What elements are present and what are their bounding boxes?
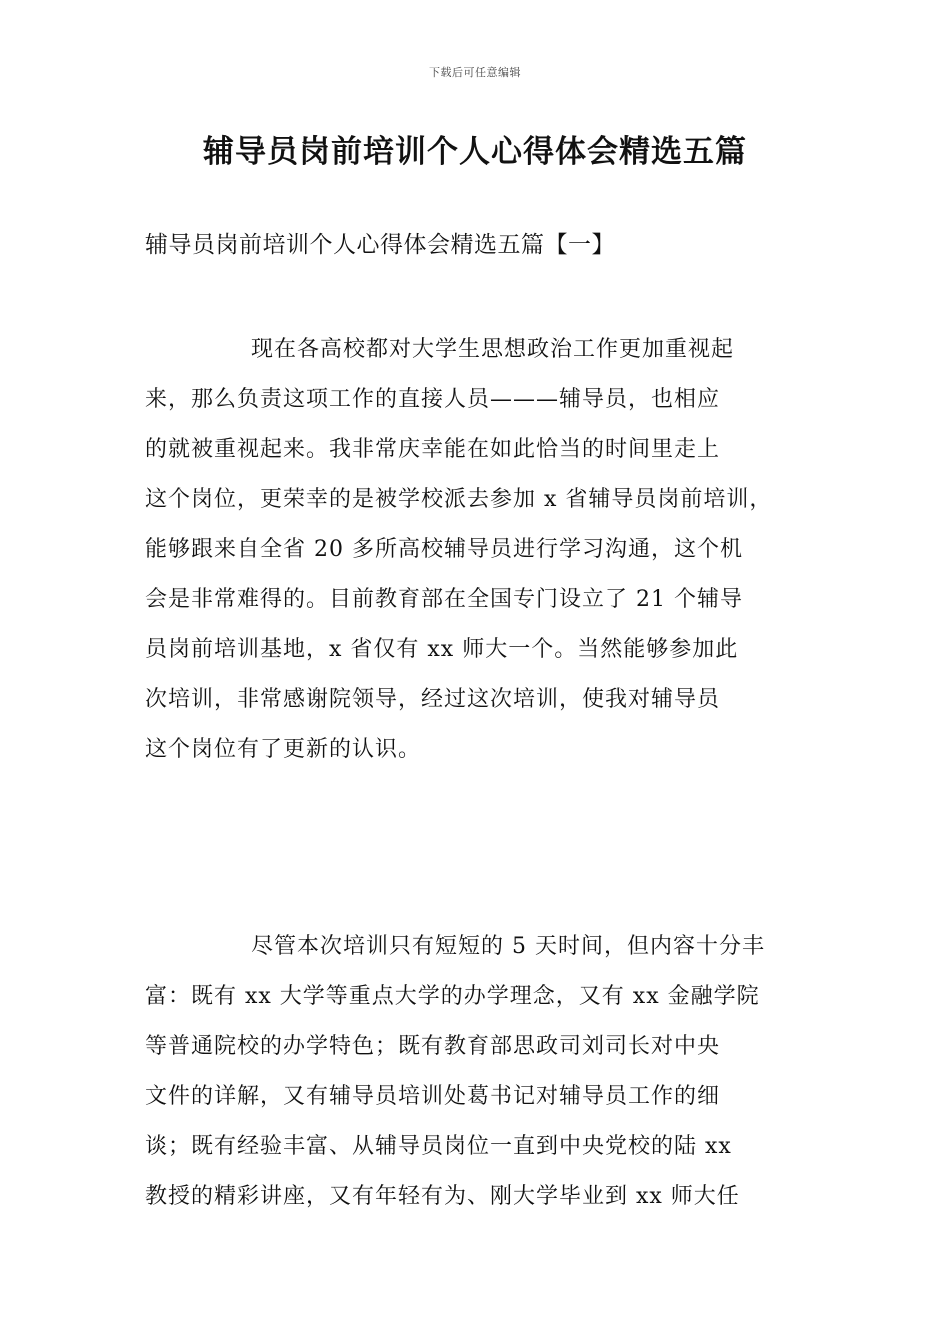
paragraph-line: 的就被重视起来。我非常庆幸能在如此恰当的时间里走上 xyxy=(145,437,721,462)
paragraph-line: 来，那么负责这项工作的直接人员———辅导员，也相应 xyxy=(145,387,721,412)
paragraph-2 xyxy=(145,922,815,1222)
paragraph-line: 尽管本次培训只有短短的 5 天时间，但内容十分丰 xyxy=(251,934,765,959)
paragraph-line: 文件的详解，又有辅导员培训处葛书记对辅导员工作的细 xyxy=(145,1084,721,1109)
paragraph-line: 次培训，非常感谢院领导，经过这次培训，使我对辅导员 xyxy=(145,687,721,712)
paragraph-line: 现在各高校都对大学生思想政治工作更加重视起 xyxy=(251,337,735,362)
paragraph-line: 能够跟来自全省 20 多所高校辅导员进行学习沟通，这个机 xyxy=(145,537,743,562)
paragraph-1 xyxy=(145,325,815,775)
paragraph-line: 这个岗位有了更新的认识。 xyxy=(145,737,422,762)
paragraph-line: 等普通院校的办学特色；既有教育部思政司刘司长对中央 xyxy=(145,1034,721,1059)
document-title: 辅导员岗前培训个人心得体会精选五篇 xyxy=(203,134,747,170)
header-note: 下载后可任意编辑 xyxy=(429,66,521,79)
paragraph-line: 这个岗位，更荣幸的是被学校派去参加 x 省辅导员岗前培训， xyxy=(145,487,773,512)
section-heading: 辅导员岗前培训个人心得体会精选五篇【一】 xyxy=(145,232,615,258)
paragraph-line: 教授的精彩讲座，又有年轻有为、刚大学毕业到 xx 师大任 xyxy=(145,1184,740,1209)
paragraph-line: 会是非常难得的。目前教育部在全国专门设立了 21 个辅导 xyxy=(145,587,743,612)
paragraph-line: 富：既有 xx 大学等重点大学的办学理念，又有 xx 金融学院 xyxy=(145,984,760,1009)
paragraph-line: 谈；既有经验丰富、从辅导员岗位一直到中央党校的陆 xx xyxy=(145,1134,732,1159)
paragraph-line: 员岗前培训基地，x 省仅有 xx 师大一个。当然能够参加此 xyxy=(145,637,739,662)
